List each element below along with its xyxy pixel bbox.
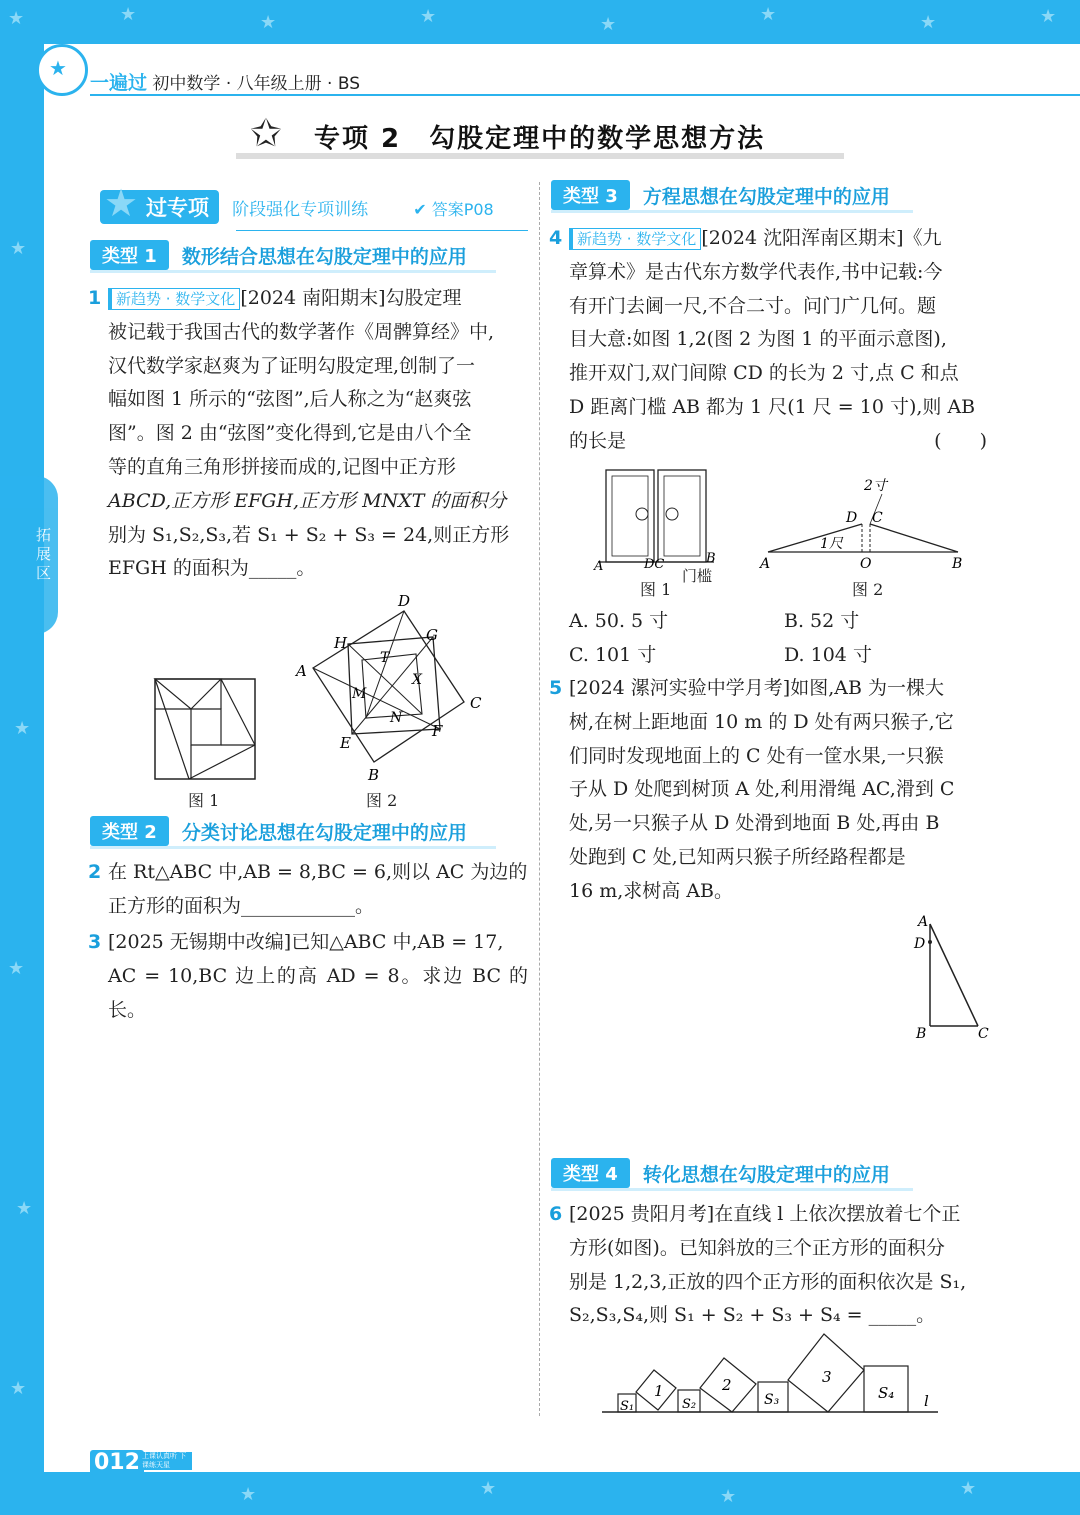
- zhao-shuang-figure: [150, 674, 262, 786]
- label-n: N: [390, 710, 403, 726]
- label-g: G: [426, 626, 438, 644]
- banner-rule: [236, 230, 528, 231]
- q1-line: 等的直角三角形拼接而成的,记图中正方形: [108, 455, 457, 478]
- label-t: T: [380, 650, 390, 666]
- q1-line: ABCD,正方形 EFGH,正方形 MNXT 的面积分: [108, 489, 507, 512]
- q5-line: [2024 漯河实验中学月考]如图,AB 为一棵大: [569, 677, 944, 699]
- q4-line: 有开门去阃一尺,不合二寸。问门广几何。题: [569, 294, 937, 317]
- door-left-panel: [612, 476, 648, 556]
- label-2cun: 2寸: [864, 478, 887, 494]
- label-a: A: [918, 914, 929, 930]
- triangle: [155, 679, 221, 709]
- trend-badge: 新趋势 · 数学文化: [108, 288, 240, 310]
- label-s1: S₁: [620, 1399, 635, 1414]
- star-decoration: ★: [14, 718, 31, 739]
- section-banner: [100, 181, 494, 228]
- heading-underline: [551, 1188, 913, 1191]
- label-a: A: [760, 556, 771, 572]
- q5-line: 处,另一只猴子从 D 处滑到地面 B 处,再由 B: [569, 812, 940, 835]
- label-e: E: [340, 734, 351, 752]
- section-tag: 类型 2: [90, 816, 169, 846]
- label-dc: DC: [644, 557, 665, 572]
- q6-line: 方形(如图)。已知斜放的三个正方形的面积分: [569, 1236, 945, 1259]
- star-icon: ✩: [250, 111, 282, 155]
- label-s4: S₄: [878, 1384, 895, 1402]
- door-knocker: [636, 508, 648, 520]
- squares-figure: [598, 1330, 944, 1416]
- section-text: 分类讨论思想在勾股定理中的应用: [181, 821, 467, 844]
- q5-line: 16 m,求树高 AB。: [569, 879, 733, 902]
- door-right-edge: [870, 524, 958, 552]
- answer-page: 答案P08: [431, 200, 494, 219]
- edge: [155, 679, 189, 779]
- section-tag: 类型 4: [551, 1158, 630, 1188]
- footer-slogan: 上课认真听 下课练天星: [142, 1452, 192, 1470]
- q1-line: EFGH 的面积为_____。: [108, 557, 316, 580]
- q3-line: [2025 无锡期中改编]已知△ABC 中,AB = 17,: [108, 931, 504, 953]
- q4-line: [569, 425, 989, 459]
- label-x: X: [412, 672, 422, 688]
- side-tab-label: 拓展区: [36, 526, 52, 582]
- section-heading-2: [90, 816, 467, 846]
- q5-line: 处跑到 C 处,已知两只猴子所经路程都是: [569, 845, 906, 868]
- q5-line: 树,在树上距地面 10 m 的 D 处有两只猴子,它: [569, 710, 954, 733]
- question-number: 5: [549, 677, 563, 699]
- door-right: [658, 470, 706, 562]
- series-info: 初中数学 · 八年级上册 · BS: [152, 74, 360, 94]
- question-5: [549, 672, 989, 909]
- label-a: A: [594, 559, 604, 574]
- label-c: C: [470, 694, 482, 712]
- inner-square: [191, 709, 221, 745]
- q4-line: D 距离门槛 AB 都为 1 尺(1 尺 = 10 寸),则 AB: [569, 395, 976, 418]
- q1-line: 图”。图 2 由“弦图”变化得到,它是由八个全: [108, 422, 472, 445]
- label-b: B: [368, 766, 380, 784]
- label-l: l: [924, 1392, 929, 1410]
- section-text: 方程思想在勾股定理中的应用: [642, 185, 890, 208]
- question-number: 3: [88, 931, 102, 953]
- title-block: [250, 111, 840, 160]
- threshold-label: 门槛: [682, 567, 713, 585]
- q1-line: 幅如图 1 所示的“弦图”,后人称之为“赵爽弦: [108, 388, 472, 411]
- heading-underline: [90, 270, 496, 273]
- rope-ac: [930, 924, 978, 1026]
- label-a: A: [296, 662, 307, 680]
- question-number: 2: [88, 861, 102, 883]
- mascot-logo: [36, 44, 88, 96]
- label-b: B: [952, 556, 963, 572]
- q1-line: [108, 282, 528, 316]
- star-decoration: ★: [120, 4, 137, 25]
- q3-line: AC = 10,BC 边上的高 AD = 8。求边 BC 的长。: [108, 964, 528, 1021]
- star-decoration: ★: [10, 238, 27, 259]
- option-d[interactable]: D. 104 寸: [784, 644, 872, 666]
- star-decoration: ★: [600, 14, 617, 35]
- page-number: 012: [90, 1450, 144, 1475]
- question-number: 4: [549, 227, 563, 249]
- label-d: D: [846, 510, 858, 526]
- q2-line: 在 Rt△ABC 中,AB = 8,BC = 6,则以 AC 为边的: [108, 861, 528, 883]
- figure-caption: 图 2: [366, 791, 398, 810]
- label-b: B: [916, 1026, 927, 1042]
- mascot-icon: ★: [49, 56, 67, 80]
- q1-line: 别为 S₁,S₂,S₃,若 S₁ + S₂ + S₃ = 24,则正方形: [108, 523, 510, 546]
- q2-line: 正方形的面积为____________。: [108, 894, 375, 917]
- section-heading-4: [551, 1158, 890, 1188]
- point-d: [928, 940, 932, 944]
- star-decoration: ★: [16, 1198, 33, 1219]
- page-footer: [50, 1448, 190, 1482]
- door-diagram: [758, 472, 968, 576]
- brand-name: 一遍过: [90, 72, 148, 94]
- star-decoration: ★: [10, 1378, 27, 1399]
- door-right-panel: [664, 476, 700, 556]
- edge: [189, 745, 255, 779]
- q4-line: [569, 222, 989, 256]
- label-h: H: [334, 634, 348, 652]
- q6-line: 别是 1,2,3,正放的四个正方形的面积依次是 S₁,: [569, 1270, 967, 1293]
- question-3: [88, 926, 528, 1027]
- q1-line-text: [2024 南阳期末]勾股定理: [240, 287, 462, 309]
- label-b: B: [706, 551, 716, 566]
- q4-line: 推开双门,双门间隙 CD 的长为 2 寸,点 C 和点: [569, 362, 959, 385]
- section-text: 数形结合思想在勾股定理中的应用: [181, 245, 467, 268]
- label-m: M: [352, 686, 367, 702]
- door-knocker: [666, 508, 678, 520]
- q1-line: 被记载于我国古代的数学著作《周髀算经》中,: [108, 320, 495, 343]
- option-b[interactable]: B. 52 寸: [784, 610, 860, 632]
- figure-caption: 图 2: [852, 580, 884, 599]
- section-heading-3: [551, 180, 890, 210]
- door-left-edge: [768, 524, 862, 552]
- star-decoration: ★: [720, 1486, 737, 1507]
- mascot-icon: ★: [60, 1448, 84, 1478]
- header-brand: [90, 68, 360, 95]
- mascot-icon: ★: [104, 181, 139, 225]
- label-c: C: [978, 1026, 989, 1042]
- question-2: [88, 856, 528, 924]
- label-o: O: [860, 556, 872, 572]
- option-c[interactable]: C. 101 寸: [569, 644, 657, 666]
- heading-underline: [90, 846, 496, 849]
- page-title: 专项 2 勾股定理中的数学思想方法: [314, 124, 766, 154]
- label-s3: S₃: [764, 1392, 780, 1408]
- star-decoration: ★: [1040, 6, 1057, 27]
- star-decoration: ★: [420, 6, 437, 27]
- option-a[interactable]: A. 50. 5 寸: [569, 610, 669, 632]
- label-d: D: [398, 592, 411, 610]
- trend-badge: 新趋势 · 数学文化: [569, 228, 701, 250]
- q4-line: 目大意:如图 1,2(图 2 为图 1 的平面示意图),: [569, 328, 947, 351]
- answer-paren: ( ): [934, 429, 987, 452]
- figure-caption: 图 1: [640, 580, 672, 599]
- door-figure: [590, 462, 730, 578]
- q4-line-text: [2024 沈阳浑南区期末]《九: [701, 227, 942, 249]
- star-decoration: ★: [8, 958, 25, 979]
- label-s2: S₂: [682, 1397, 697, 1412]
- label-d: D: [914, 936, 926, 952]
- question-4: [549, 222, 989, 459]
- q5-line: 们同时发现地面上的 C 处有一筐水果,一只猴: [569, 744, 944, 767]
- star-decoration: ★: [920, 12, 937, 33]
- banner-label: 过专项: [100, 190, 219, 224]
- label-1: 1: [654, 1382, 664, 1400]
- heading-underline: [551, 210, 913, 213]
- eight-triangle-figure: [290, 592, 490, 788]
- label-c: C: [872, 510, 883, 526]
- star-decoration: ★: [480, 1478, 497, 1499]
- question-number: 1: [88, 287, 102, 309]
- section-heading-1: [90, 240, 467, 270]
- side-tab: [0, 476, 58, 634]
- q5-line: 子从 D 处爬到树顶 A 处,利用滑绳 AC,滑到 C: [569, 778, 955, 801]
- banner-subtitle: 阶段强化专项训练: [232, 200, 369, 220]
- label-1chi: 1尺: [820, 536, 843, 552]
- header-rule: [90, 94, 1080, 96]
- question-1: [88, 282, 528, 586]
- bottom-bar: [44, 1472, 1080, 1515]
- section-text: 转化思想在勾股定理中的应用: [642, 1163, 890, 1186]
- figure-caption: 图 1: [188, 791, 220, 810]
- star-decoration: ★: [8, 8, 25, 29]
- q1-line: 汉代数学家赵爽为了证明勾股定理,创制了一: [108, 354, 476, 377]
- tree-figure: [908, 910, 992, 1044]
- q6-line: [2025 贵阳月考]在直线 l 上依次摆放着七个正: [569, 1203, 961, 1225]
- label-f: F: [432, 722, 443, 740]
- star-decoration: ★: [960, 1478, 977, 1499]
- star-decoration: ★: [760, 4, 777, 25]
- q6-line: S₂,S₃,S₄,则 S₁ + S₂ + S₃ + S₄ = _____。: [569, 1304, 936, 1327]
- section-tag: 类型 3: [551, 180, 630, 210]
- star-decoration: ★: [240, 1484, 257, 1505]
- outer-square: [155, 679, 255, 779]
- door-left: [606, 470, 654, 562]
- star-decoration: ★: [260, 12, 277, 33]
- q4-line: 章算术》是古代东方数学代表作,书中记载:今: [569, 260, 943, 283]
- question-6: [549, 1198, 989, 1333]
- q4-line-text: 的长是: [569, 429, 627, 452]
- section-tag: 类型 1: [90, 240, 169, 270]
- label-2: 2: [722, 1376, 732, 1394]
- answer-ref: ✔ 答案P08: [413, 200, 494, 219]
- column-divider: [539, 182, 540, 1416]
- question-number: 6: [549, 1203, 563, 1225]
- edge: [221, 679, 255, 745]
- label-3: 3: [822, 1368, 832, 1386]
